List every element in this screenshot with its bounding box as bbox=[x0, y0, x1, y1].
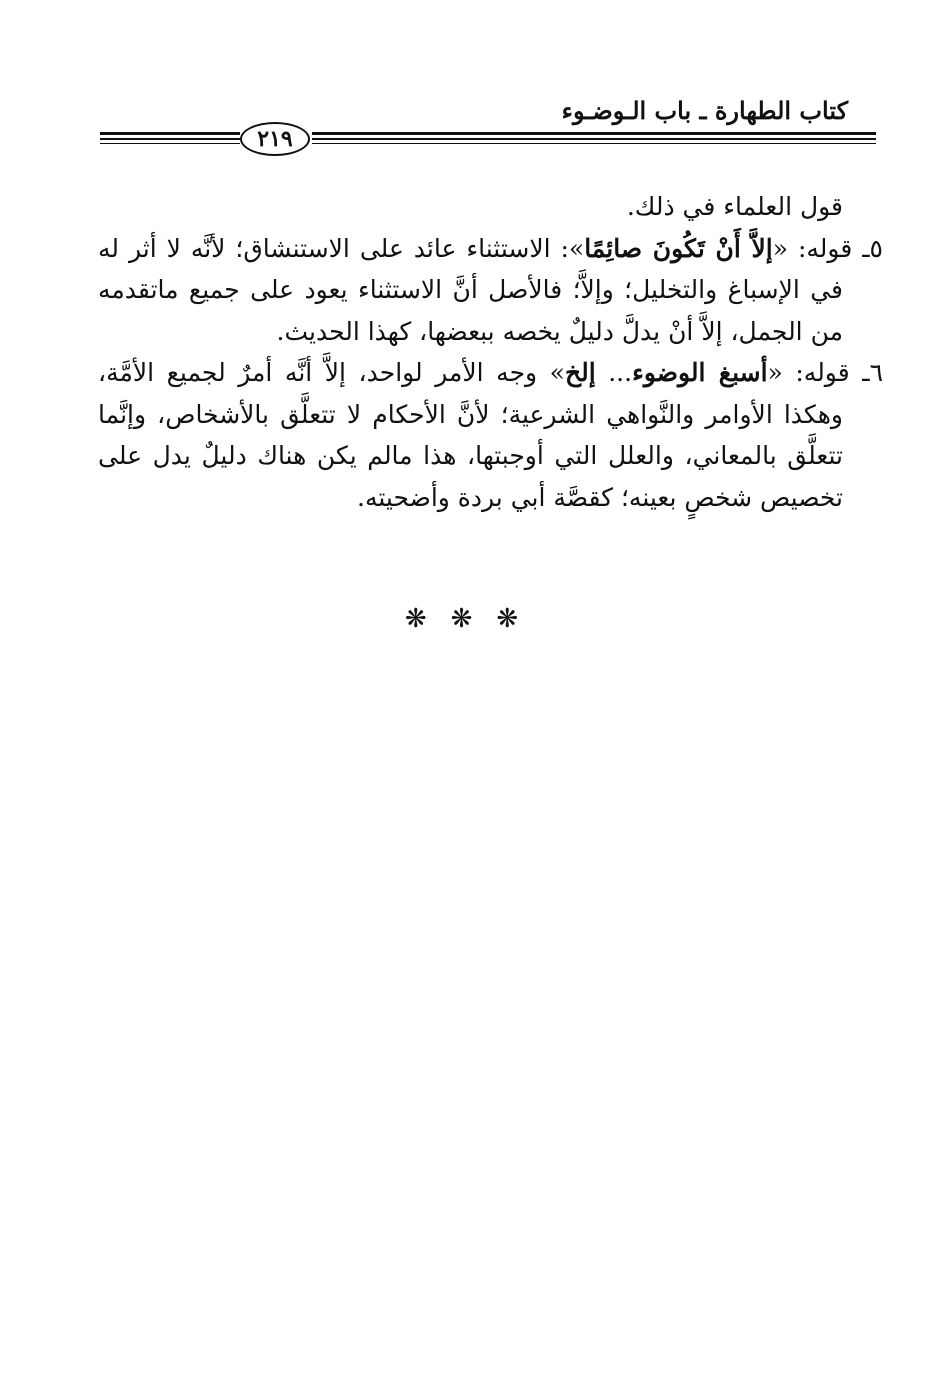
page-header bbox=[100, 96, 848, 156]
note-lead: ٦ـ قوله: « bbox=[767, 358, 883, 387]
body-text bbox=[98, 186, 883, 518]
header-rule bbox=[312, 132, 876, 135]
page-number: ٢١٩ bbox=[240, 122, 310, 156]
section-separator-stars: ❋❋❋ bbox=[404, 604, 543, 634]
note-item-6 bbox=[98, 352, 883, 518]
note-text: »: الاستثناء عائد على الاستنشاق؛ لأنَّه لا أثر له في الإسباغ والتخليل؛ وإلاَّ؛ فالأصل أنَّ الاستثناء يعود على جميع ماتقدمه من الجمل، إلاَّ أنْ يدلَّ دليلٌ يخصه ببعضها، كهذا الحديث. bbox=[98, 233, 843, 346]
header-rule bbox=[312, 138, 876, 140]
running-title: كتاب الطهارة ـ باب الـوضـوء bbox=[561, 96, 848, 125]
header-rule bbox=[312, 143, 876, 144]
hadith-quote: إلاَّ أَنْ تَكُونَ صائِمًا bbox=[584, 233, 773, 263]
ellipsis: ... bbox=[595, 358, 633, 387]
header-rule bbox=[100, 143, 240, 144]
hadith-quote: أسبغ الوضوء bbox=[632, 358, 768, 387]
note-text: » وجه الأمر لواحد، إلاَّ أنَّه أمرٌ لجميع الأمَّة، وهكذا الأوامر والنَّواهي الشرعية؛ لأنَّ الأحكام لا تتعلَّق بالأشخاص، وإنَّما تتعلَّق بالمعاني، والعلل التي أوجبتها، هذا مالم يكن هناك دليلٌ يدل على تخصيص شخصٍ بعينه؛ كقصَّة أبي بردة وأضحيته. bbox=[98, 358, 843, 512]
paragraph-continuation: قول العلماء في ذلك. bbox=[626, 192, 843, 221]
hadith-quote-etc: إلخ bbox=[564, 358, 596, 387]
note-lead: ٥ـ قوله: « bbox=[772, 233, 883, 263]
note-item-5 bbox=[98, 228, 883, 353]
header-rule bbox=[100, 132, 240, 135]
header-rule bbox=[100, 138, 240, 140]
